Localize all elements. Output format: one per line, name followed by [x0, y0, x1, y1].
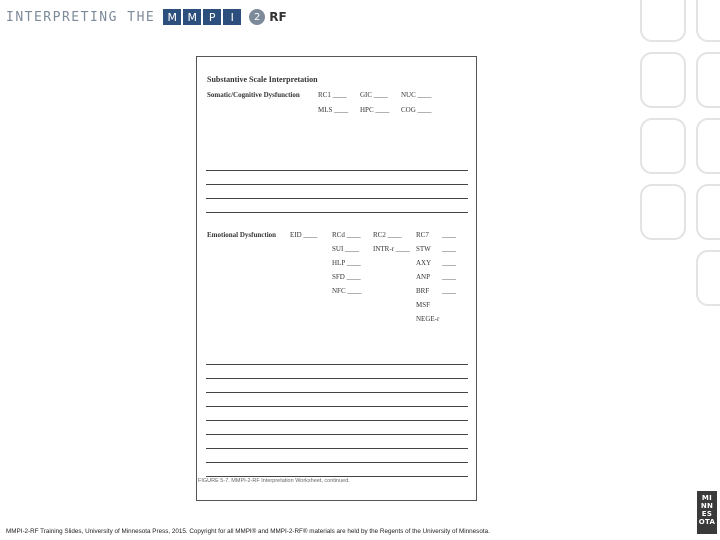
header-suffix: RF — [269, 10, 287, 24]
scale-field: SFD ____ — [332, 273, 361, 281]
somatic-label: Somatic/Cognitive Dysfunction — [207, 91, 300, 99]
scale-blank: ____ — [442, 231, 456, 239]
scale-label: BRF — [416, 287, 430, 295]
scale-blank: ____ — [442, 259, 456, 267]
scale-field: RC2 ____ — [373, 231, 402, 239]
write-line — [206, 170, 468, 171]
scale-field: NFC ____ — [332, 287, 362, 295]
worksheet-title: Substantive Scale Interpretation — [207, 75, 318, 84]
logo-line: ES — [701, 510, 713, 518]
write-line — [206, 476, 468, 477]
decorative-square — [640, 0, 686, 42]
scale-field: RCd ____ — [332, 231, 361, 239]
scale-blank: ____ — [442, 245, 456, 253]
scale-field: NUC ____ — [401, 91, 432, 99]
scale-label: ANP — [416, 273, 431, 281]
scale-label: MSF — [416, 301, 431, 309]
scale-field: COG ____ — [401, 106, 432, 114]
write-line — [206, 364, 468, 365]
scale-label: RC7 — [416, 231, 429, 239]
write-line — [206, 184, 468, 185]
write-line — [206, 212, 468, 213]
header-letter: M — [183, 9, 201, 25]
decorative-square — [696, 184, 720, 240]
decorative-square — [640, 52, 686, 108]
scale-blank: ____ — [442, 273, 456, 281]
write-line — [206, 462, 468, 463]
header-letter-boxes — [163, 9, 243, 25]
scale-label: STW — [416, 245, 431, 253]
header-edition-badge: 2 — [249, 9, 265, 25]
decorative-square — [696, 0, 720, 42]
header-letter: M — [163, 9, 181, 25]
header-prefix: INTERPRETING THE — [6, 9, 156, 25]
scale-field: RC1 ____ — [318, 91, 347, 99]
logo-line: NN — [700, 502, 714, 510]
write-line — [206, 392, 468, 393]
write-line — [206, 198, 468, 199]
decorative-square — [696, 52, 720, 108]
write-line — [206, 448, 468, 449]
header-letter: P — [203, 9, 221, 25]
write-line — [206, 434, 468, 435]
scale-field: MLS ____ — [318, 106, 349, 114]
scale-blank: ____ — [442, 287, 456, 295]
decorative-square — [696, 118, 720, 174]
write-line — [206, 378, 468, 379]
scale-field: GIC ____ — [360, 91, 388, 99]
logo-line: OTA — [698, 518, 716, 526]
figure-caption: FIGURE 5-7. MMPI-2-RF Interpretation Worksheet, continued. — [198, 478, 350, 484]
decorative-square — [640, 118, 686, 174]
scale-label: AXY — [416, 259, 432, 267]
decorative-square — [696, 250, 720, 306]
logo-line: MI — [701, 494, 713, 502]
scale-field: INTR-r ____ — [373, 245, 410, 253]
scale-field: HPC ____ — [360, 106, 390, 114]
write-line — [206, 406, 468, 407]
worksheet-page — [196, 56, 477, 501]
university-logo — [697, 491, 717, 534]
scale-field: SUI ____ — [332, 245, 360, 253]
header-letter: I — [223, 9, 241, 25]
scale-field: EID ____ — [290, 231, 318, 239]
scale-field: HLP ____ — [332, 259, 361, 267]
scale-label: NEGE-r — [416, 315, 440, 323]
emotional-label: Emotional Dysfunction — [207, 231, 277, 239]
write-line — [206, 420, 468, 421]
decorative-square — [640, 184, 686, 240]
slide-header — [6, 7, 287, 27]
copyright-footer: MMPI-2-RF Training Slides, University of Minnesota Press, 2015. Copyright for all MMPI® and MMPI-2-RF® materials are held by the Regents of the University of Minnesota. — [6, 528, 490, 535]
